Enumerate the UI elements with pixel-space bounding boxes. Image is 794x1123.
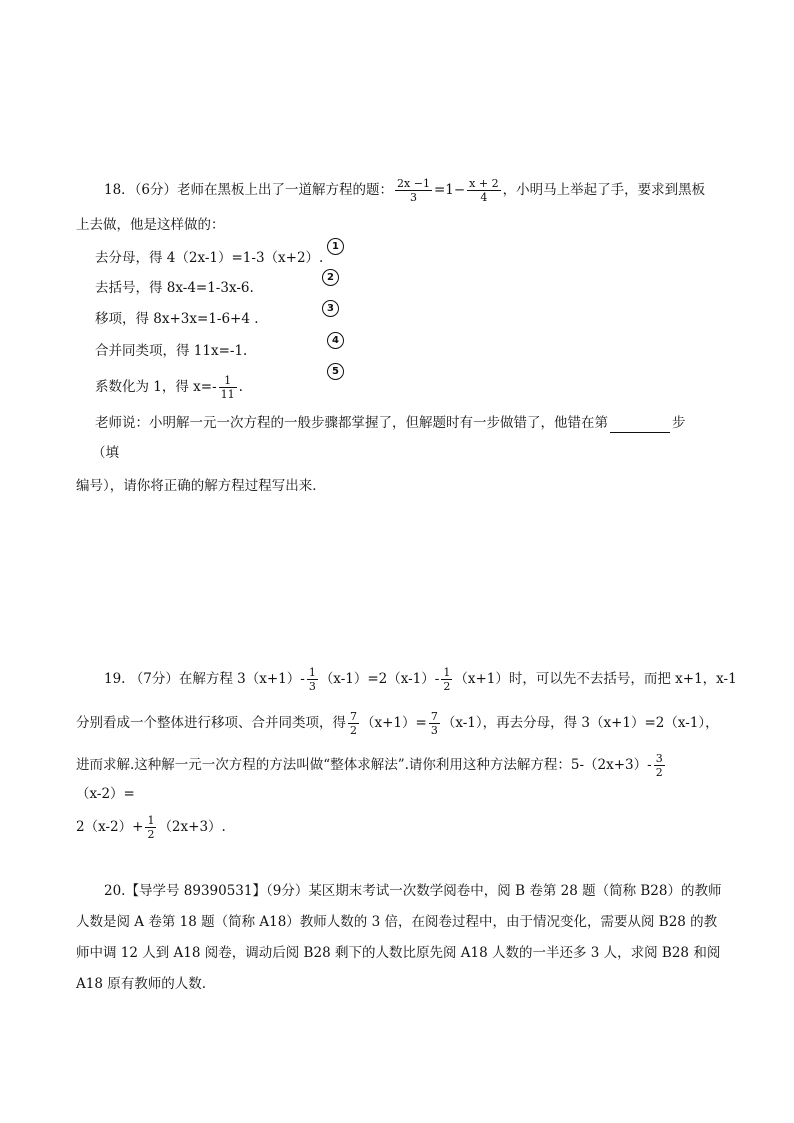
q19-text: 2（x-2）+: [76, 819, 144, 835]
fraction-denominator: 2: [147, 828, 155, 841]
fraction-numerator: 2x −1: [397, 177, 430, 190]
fraction-numerator: 1: [443, 666, 451, 679]
q19-text: （x-1）=2（x-1）-: [319, 671, 440, 687]
fraction-numerator: 3: [655, 752, 663, 765]
q19-line3: [76, 752, 667, 779]
q19-fraction: [429, 710, 440, 737]
q18-step-5-period: .: [238, 379, 243, 395]
q19-text: （x-1），再去分母，得 3（x+1）=2（x-1），: [441, 715, 719, 731]
q18-fraction-right: [467, 177, 500, 204]
q19-fraction: [348, 710, 359, 737]
fraction-denominator: 11: [220, 388, 235, 401]
q18-fill-note: （填: [92, 445, 119, 461]
answer-blank[interactable]: [610, 418, 670, 433]
q19-text: （x+1）=: [361, 715, 427, 731]
q19-fraction: [654, 752, 665, 779]
q20-line4: A18 原有教师的人数.: [76, 976, 207, 992]
q18-teacher-tail: 步: [672, 415, 686, 431]
fraction-numerator: 1: [308, 666, 316, 679]
fraction-numerator: 1: [219, 374, 237, 388]
fraction-denominator: 2: [443, 680, 451, 693]
q20-line2: 人数是阅 A 卷第 18 题（简称 A18）教师人数的 3 倍，在阅卷过程中，由于情况变化，需要从阅 B28 的教: [76, 914, 718, 930]
circled-number-4: 4: [327, 332, 344, 349]
fraction-numerator: 1: [147, 814, 155, 827]
fraction-denominator: 3: [409, 191, 417, 204]
q18-step-5-text: 系数化为 1，得 x=-: [95, 379, 217, 395]
q18-intro: 18．（6分）老师在黑板上出了一道解方程的题：: [104, 182, 394, 198]
q19-line1: [104, 666, 737, 693]
q18-teacher-text: 老师说：小明解一元一次方程的一般步骤都掌握了，但解题时有一步做错了，他错在第: [95, 415, 608, 431]
q19-fraction: [145, 814, 156, 841]
q18-last-line: 编号），请你将正确的解方程过程写出来．: [76, 478, 326, 494]
q20-line1: 20.【导学号 89390531】（9分）某区期末考试一次数学阅卷中，阅 B 卷第 28 题（简称 B28）的教师: [104, 883, 722, 899]
q18-teacher-line: [95, 413, 686, 433]
q19-text: （2x+3）.: [158, 819, 226, 835]
fraction-denominator: 4: [480, 191, 488, 204]
q19-text: 分别看成一个整体进行移项、合并同类项，得: [76, 715, 346, 731]
q19-line4: （x-2）=: [76, 786, 135, 802]
q20-line3: 师中调 12 人到 A18 阅卷，调动后阅 B28 剩下的人数比原先阅 A18 人数的一半还多 3 人，求阅 B28 和阅: [76, 945, 721, 961]
fraction-denominator: 3: [430, 724, 438, 737]
q19-fraction: [441, 666, 452, 693]
q18-line1: [104, 177, 705, 204]
q18-fraction-left: [395, 177, 432, 204]
q19-text: （x+1）时，可以先不去括号，而把 x+1，x-1: [454, 671, 737, 687]
circled-number-3: 3: [322, 300, 339, 317]
q18-intro-tail: ，小明马上举起了手，要求到黑板: [502, 182, 706, 198]
q18-step-5: [95, 374, 243, 401]
q19-line5: [76, 814, 226, 841]
fraction-denominator: 2: [655, 766, 663, 779]
q19-text: 进而求解.这种解一元一次方程的方法叫做“整体求解法”.请你利用这种方法解方程：5-（2x+3）-: [76, 757, 652, 773]
q18-line2: 上去做，他是这样做的：: [76, 217, 225, 233]
fraction-denominator: 3: [308, 680, 316, 693]
fraction-denominator: 2: [350, 724, 357, 737]
q19-line2: [76, 710, 719, 737]
fraction-numerator: 7: [350, 710, 357, 723]
circled-number-2: 2: [322, 269, 339, 286]
q18-step-3: 移项，得 8x+3x=1-6+4 .: [95, 311, 259, 327]
circled-number-1: 1: [327, 238, 344, 255]
q18-step-1: 去分母，得 4（2x-1）=1-3（x+2）.: [95, 250, 324, 266]
fraction-numerator: x + 2: [469, 177, 499, 190]
q18-step-5-fraction: [219, 374, 237, 401]
q18-step-2: 去括号，得 8x-4=1-3x-6.: [95, 280, 254, 296]
q19-text: 19. （7分）在解方程 3（x+1）-: [104, 671, 305, 687]
q18-eq-mid: =1−: [433, 182, 466, 198]
q19-fraction: [307, 666, 318, 693]
q18-step-4: 合并同类项，得 11x=-1.: [95, 343, 248, 359]
fraction-numerator: 7: [430, 710, 438, 723]
circled-number-5: 5: [327, 363, 344, 380]
